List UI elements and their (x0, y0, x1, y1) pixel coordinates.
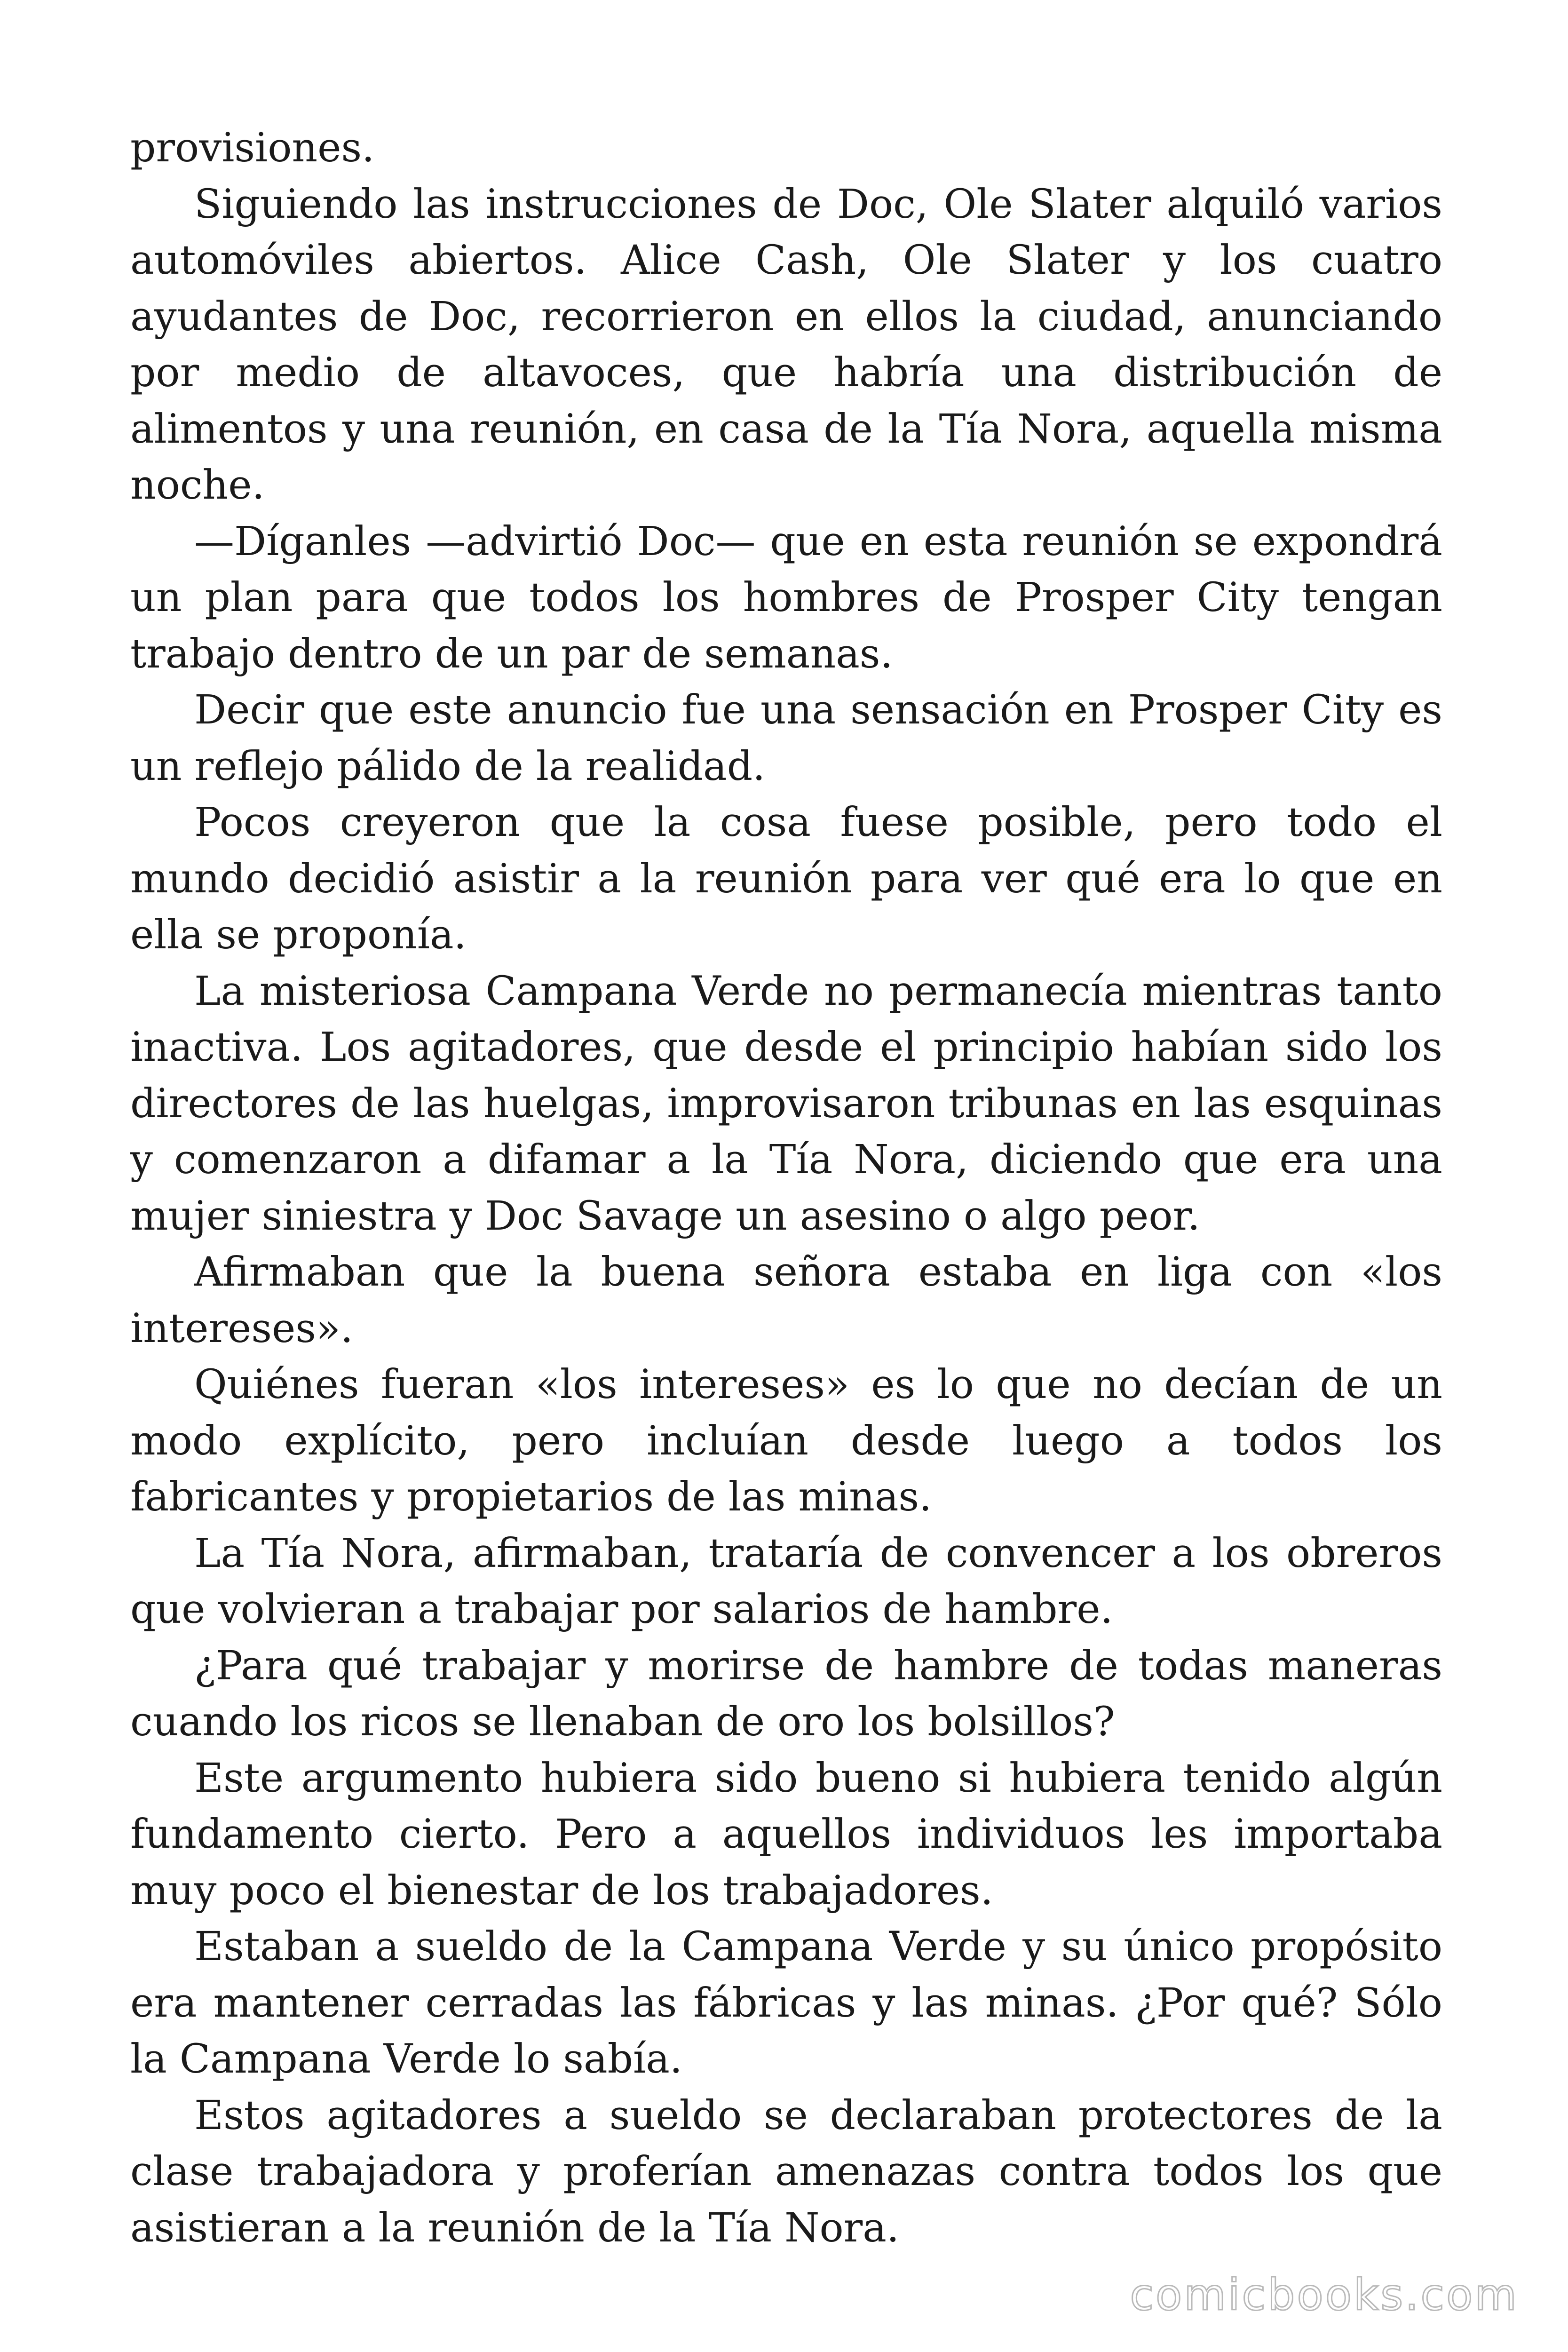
watermark: comicbooks.com (1130, 2270, 1519, 2320)
paragraph: La Tía Nora, afirmaban, trataría de convencer a los obreros que volvieran a trabajar por salarios de hambre. (130, 1530, 1442, 1633)
paragraph: Estos agitadores a sueldo se declaraban protectores de la clase trabajadora y proferían amenazas contra todos los que asistieran a la reunión de la Tía Nora. (130, 2092, 1442, 2251)
paragraph-continuation: provisiones. (130, 125, 375, 171)
paragraph: Este argumento hubiera sido bueno si hubiera tenido algún fundamento cierto. Pero a aquellos individuos les importaba muy poco el bienestar de los trabajadores. (130, 1755, 1442, 1914)
paragraph: Siguiendo las instrucciones de Doc, Ole Slater alquiló varios automóviles abiertos. Alice Cash, Ole Slater y los cuatro ayudantes de Doc, recorrieron en ellos la ciudad, anunciando por medio de altavoces, que habría una distribución de alimentos y una reunión, en casa de la Tía Nora, aquella misma noche. (130, 181, 1442, 509)
paragraph: ¿Para qué trabajar y morirse de hambre de todas maneras cuando los ricos se llenaban de oro los bolsillos? (130, 1642, 1442, 1745)
paragraph: —Díganles —advirtió Doc— que en esta reunión se expondrá un plan para que todos los hombres de Prosper City tengan trabajo dentro de un par de semanas. (130, 518, 1442, 677)
paragraph: Afirmaban que la buena señora estaba en liga con «los intereses». (130, 1249, 1442, 1352)
paragraph: Pocos creyeron que la cosa fuese posible, pero todo el mundo decidió asistir a la reunión para ver qué era lo que en ella se proponía. (130, 799, 1442, 958)
body-text (130, 120, 1442, 2256)
paragraph: Decir que este anuncio fue una sensación en Prosper City es un reflejo pálido de la realidad. (130, 687, 1442, 790)
paragraph: Estaban a sueldo de la Campana Verde y su único propósito era mantener cerradas las fábricas y las minas. ¿Por qué? Sólo la Campana Verde lo sabía. (130, 1923, 1442, 2082)
paragraph: Quiénes fueran «los intereses» es lo que no decían de un modo explícito, pero incluían desde luego a todos los fabricantes y propietarios de las minas. (130, 1361, 1442, 1520)
paragraph: La misteriosa Campana Verde no permanecía mientras tanto inactiva. Los agitadores, que desde el principio habían sido los directores de las huelgas, improvisaron tribunas en las esquinas y comenzaron a difamar a la Tía Nora, diciendo que era una mujer siniestra y Doc Savage un asesino o algo peor. (130, 968, 1442, 1240)
